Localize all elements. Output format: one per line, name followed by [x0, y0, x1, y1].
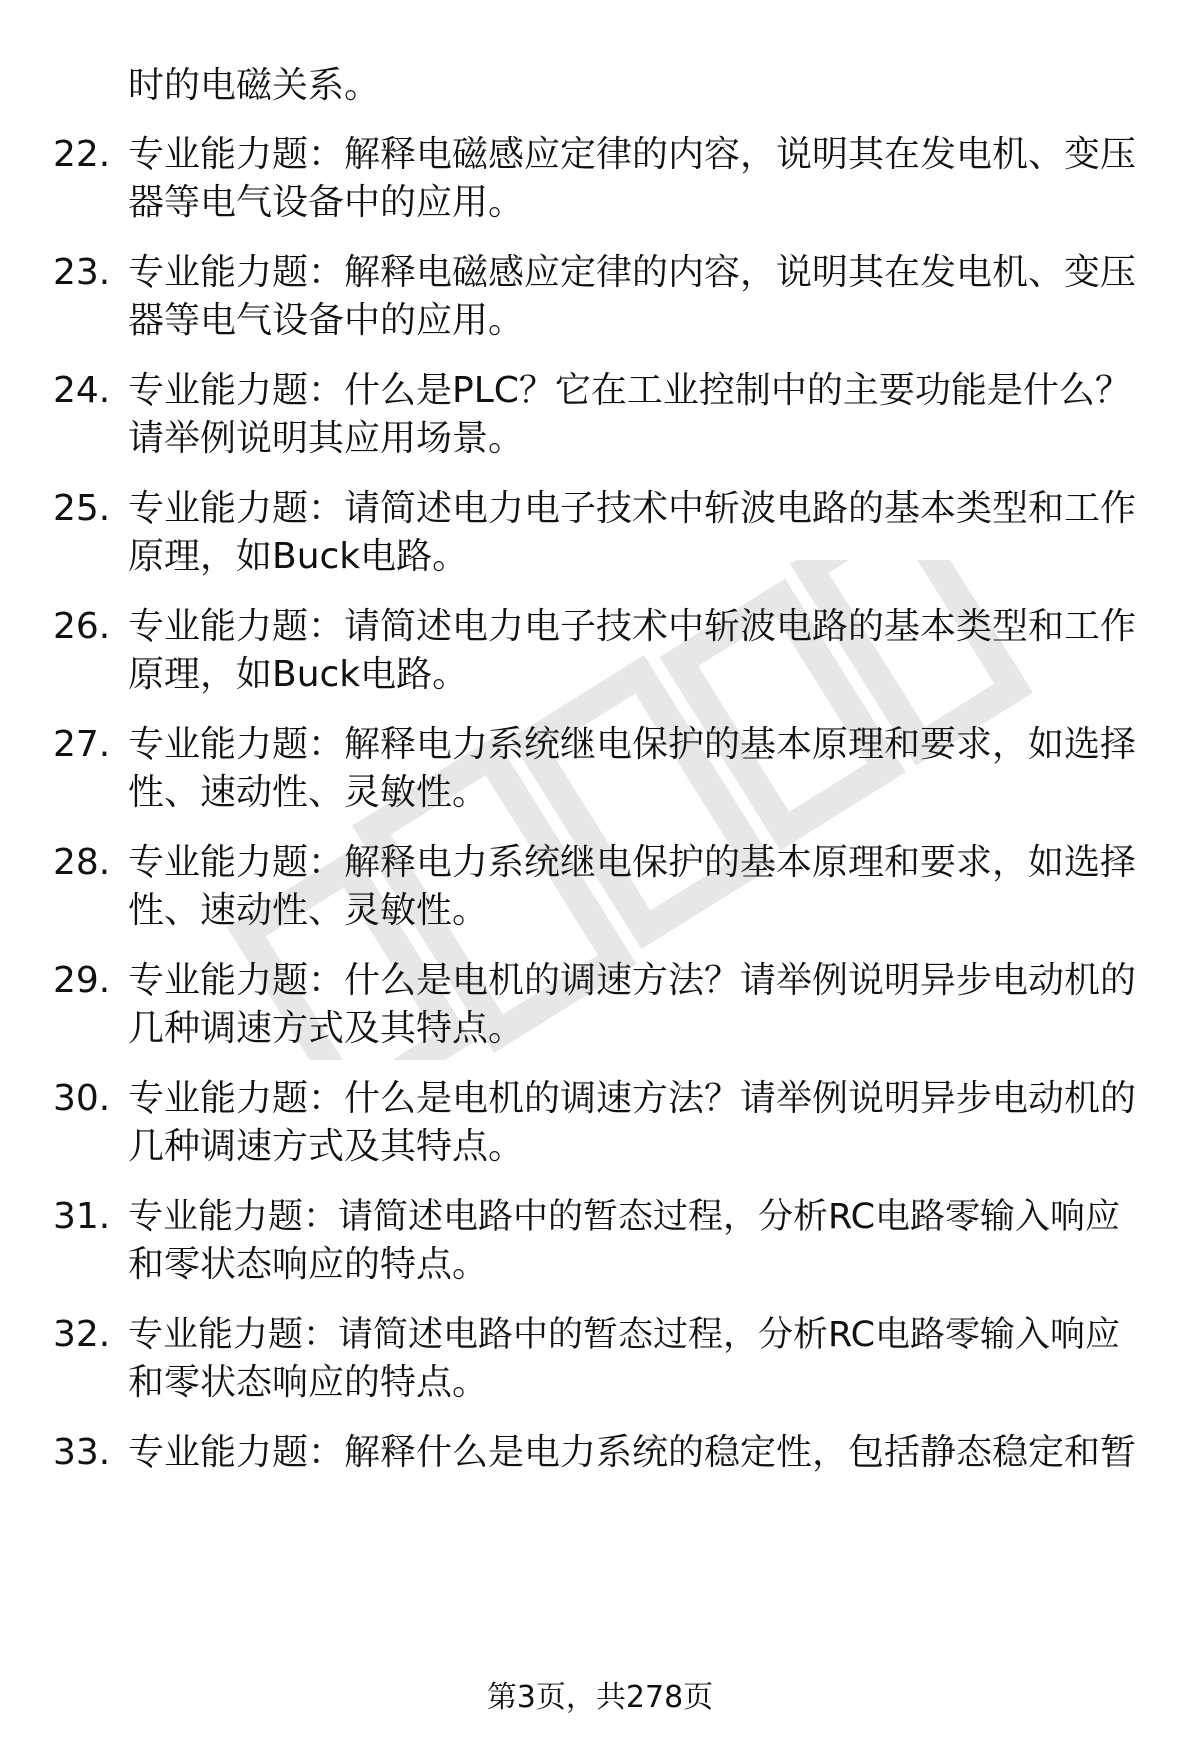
question-number: 30. [53, 1078, 111, 1119]
page-footer: 第3页，共278页 [486, 1680, 714, 1715]
question-text [128, 1193, 1138, 1289]
question-text-line: 原理，如Buck电路。 [128, 536, 469, 577]
question-text [128, 485, 1138, 581]
continuation-text: 时的电磁关系。 [128, 65, 381, 106]
question-text [128, 839, 1138, 935]
question-text-line: 专业能力题：请简述电力电子技术中斩波电路的基本类型和工作 [128, 488, 1137, 529]
question-text [128, 1311, 1138, 1407]
question-text-line: 和零状态响应的特点。 [128, 1362, 489, 1403]
question-text-line: 专业能力题：什么是电机的调速方法？请举例说明异步电动机的 [128, 960, 1137, 1001]
question-number: 31. [53, 1196, 111, 1237]
question-text [128, 249, 1138, 345]
question-text-line: 请举例说明其应用场景。 [128, 418, 525, 459]
question-text-line: 几种调速方式及其特点。 [128, 1126, 525, 1167]
question-text [128, 603, 1138, 699]
question-text-line: 专业能力题：请简述电路中的暂态过程，分析RC电路零输入响应 [128, 1197, 1121, 1237]
question-number: 22. [53, 134, 111, 175]
question-text-line: 专业能力题：解释电磁感应定律的内容，说明其在发电机、变压 [128, 134, 1137, 175]
question-text-line: 原理，如Buck电路。 [128, 654, 469, 695]
question-text-line: 性、速动性、灵敏性。 [128, 890, 489, 931]
question-number: 24. [53, 370, 111, 411]
question-text-line: 专业能力题：什么是电机的调速方法？请举例说明异步电动机的 [128, 1078, 1137, 1119]
question-text-line: 专业能力题：请简述电力电子技术中斩波电路的基本类型和工作 [128, 606, 1137, 647]
question-text-line: 专业能力题：解释什么是电力系统的稳定性，包括静态稳定和暂 [128, 1432, 1137, 1473]
question-text-line: 专业能力题：什么是PLC？它在工业控制中的主要功能是什么？ [128, 370, 1131, 411]
question-text [128, 131, 1138, 227]
question-text-line: 和零状态响应的特点。 [128, 1244, 489, 1285]
question-number: 23. [53, 252, 111, 293]
question-number: 33. [53, 1432, 111, 1473]
question-text-line: 专业能力题：解释电磁感应定律的内容，说明其在发电机、变压 [128, 252, 1137, 293]
question-number: 32. [53, 1314, 111, 1355]
question-text-line: 专业能力题：解释电力系统继电保护的基本原理和要求，如选择 [128, 724, 1137, 765]
question-number: 25. [53, 488, 111, 529]
question-number: 29. [53, 960, 111, 1001]
question-text-line: 几种调速方式及其特点。 [128, 1008, 525, 1049]
question-text [128, 957, 1138, 1053]
question-text [128, 721, 1138, 817]
question-text-line: 专业能力题：请简述电路中的暂态过程，分析RC电路零输入响应 [128, 1315, 1121, 1355]
question-text-line: 器等电气设备中的应用。 [128, 300, 525, 341]
question-number: 27. [53, 724, 111, 765]
question-number: 28. [53, 842, 111, 883]
question-text-line: 专业能力题：解释电力系统继电保护的基本原理和要求，如选择 [128, 842, 1137, 883]
question-text-line: 性、速动性、灵敏性。 [128, 772, 489, 813]
question-text [128, 367, 1138, 463]
question-text-line: 器等电气设备中的应用。 [128, 182, 525, 223]
question-text [128, 1075, 1138, 1171]
question-number: 26. [53, 606, 111, 647]
question-text [128, 1429, 1138, 1477]
